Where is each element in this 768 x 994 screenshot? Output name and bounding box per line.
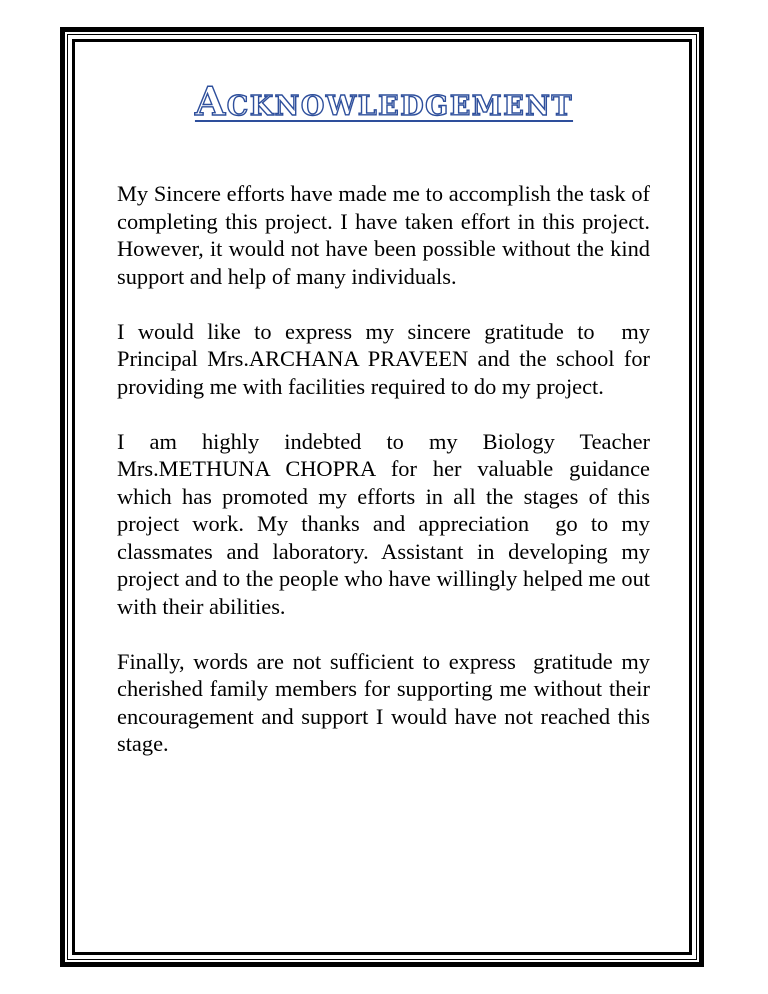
page-title [0,78,768,126]
paragraph-4: Finally, words are not sufficient to express gratitude my cherished family members for supporting me without their encouragement and support I would have not reached this stage. [117,648,650,756]
paragraph-1: My Sincere efforts have made me to accomplish the task of completing this project. I have taken effort in this project. However, it would not have been possible without the kind support and help of many individuals. [117,181,650,289]
paragraph-2: I would like to express my sincere gratitude to my Principal Mrs.ARCHANA PRAVEEN and the school for providing me with facilities required to do my project. [117,318,650,399]
acknowledgement-body [117,180,650,785]
paragraph-3: I am highly indebted to my Biology Teacher Mrs.METHUNA CHOPRA for her valuable guidance which has promoted my efforts in all the stages of this project work. My thanks and appreciation go to my classmates and laboratory. Assistant in developing my project and to the people who have willingly helped me out with their abilities. [117,428,650,619]
page-title-text: Acknowledgement [194,79,574,125]
